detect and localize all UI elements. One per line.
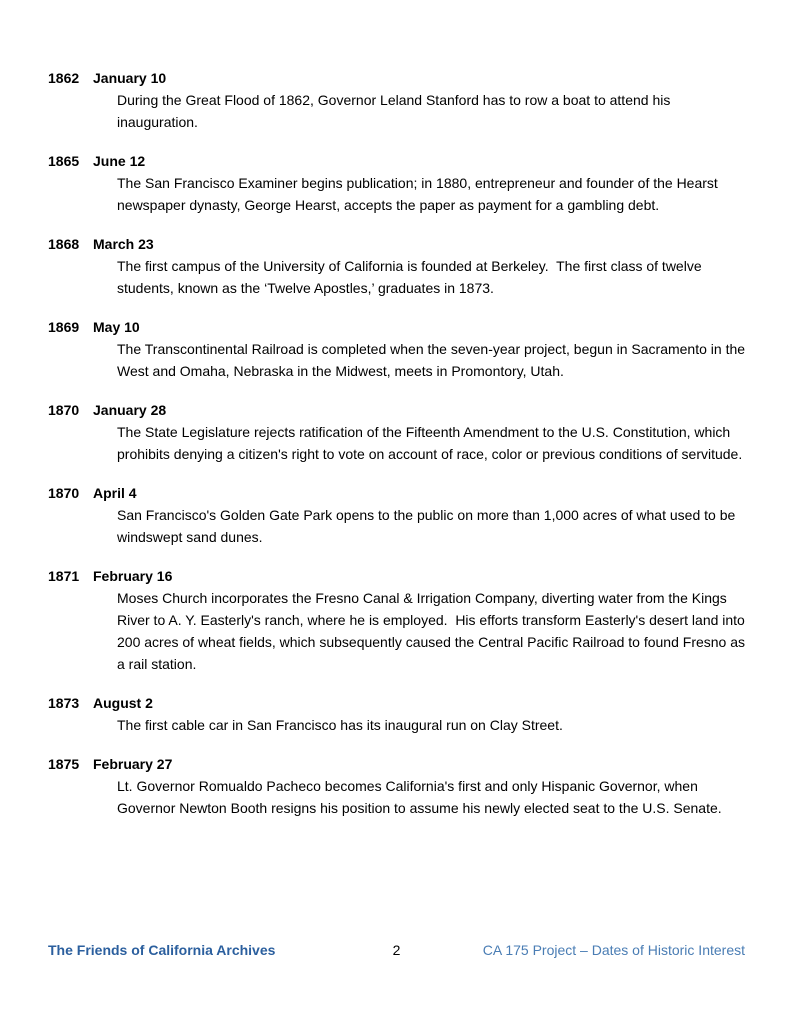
entry-text: The Transcontinental Railroad is completed when the seven-year project, begun in Sacramento in the West and Omaha, Nebraska in the Midwest, meets in Promontory, Utah. — [117, 341, 749, 379]
entry-text: Moses Church incorporates the Fresno Canal & Irrigation Company, diverting water from the Kings River to A. Y. Easterly's ranch, where he is employed. His efforts transform Easterly's desert land into 200 acres of wheat fields, which subsequently caused the Central Pacific Railroad to found Fresno as a rail station. — [117, 590, 749, 672]
entry-heading — [48, 399, 748, 421]
entry-date: January 28 — [93, 402, 167, 418]
entry-year: 1865 — [48, 153, 80, 169]
timeline-entries — [48, 67, 748, 836]
page-footer — [48, 941, 745, 959]
entry-heading — [48, 233, 748, 255]
timeline-entry — [48, 753, 748, 819]
footer-project-title: CA 175 Project – Dates of Historic Interest — [482, 942, 745, 958]
entry-year: 1875 — [48, 756, 80, 772]
entry-heading — [48, 753, 748, 775]
timeline-entry — [48, 233, 748, 299]
entry-year: 1869 — [48, 319, 80, 335]
timeline-entry — [48, 565, 748, 675]
timeline-entry — [48, 482, 748, 548]
timeline-entry — [48, 399, 748, 465]
entry-text: The San Francisco Examiner begins publication; in 1880, entrepreneur and founder of the Hearst newspaper dynasty, George Hearst, accepts the paper as payment for a gambling debt. — [117, 175, 722, 213]
entry-date: April 4 — [93, 485, 137, 501]
entry-year: 1868 — [48, 236, 80, 252]
entry-date: January 10 — [93, 70, 167, 86]
entry-heading — [48, 316, 748, 338]
entry-date: February 27 — [93, 756, 173, 772]
entry-date: March 23 — [93, 236, 154, 252]
entry-text: San Francisco's Golden Gate Park opens to the public on more than 1,000 acres of what used to be windswept sand dunes. — [117, 507, 740, 545]
footer-organization: The Friends of California Archives — [48, 942, 276, 958]
entry-year: 1870 — [48, 485, 80, 501]
entry-heading — [48, 482, 748, 504]
timeline-entry — [48, 316, 748, 382]
entry-text: The first campus of the University of California is founded at Berkeley. The first class of twelve students, known as the ‘Twelve Apostles,’ graduates in 1873. — [117, 258, 706, 296]
entry-date: May 10 — [93, 319, 140, 335]
entry-date: August 2 — [93, 695, 153, 711]
entry-heading — [48, 565, 748, 587]
entry-year: 1871 — [48, 568, 80, 584]
entry-heading — [48, 150, 748, 172]
entry-text: The State Legislature rejects ratification of the Fifteenth Amendment to the U.S. Constitution, which prohibits denying a citizen's right to vote on account of race, color or previous conditions of servitude. — [117, 424, 743, 462]
timeline-entry — [48, 692, 748, 736]
entry-year: 1870 — [48, 402, 80, 418]
entry-text: Lt. Governor Romualdo Pacheco becomes California's first and only Hispanic Governor, when Governor Newton Booth resigns his position to assume his newly elected seat to the U.S. Senate. — [117, 778, 722, 816]
page-number: 2 — [392, 942, 401, 958]
entry-heading — [48, 67, 748, 89]
entry-date: February 16 — [93, 568, 173, 584]
entry-text: The first cable car in San Francisco has its inaugural run on Clay Street. — [117, 717, 563, 733]
timeline-entry — [48, 67, 748, 133]
timeline-entry — [48, 150, 748, 216]
entry-date: June 12 — [93, 153, 146, 169]
entry-heading — [48, 692, 748, 714]
entry-text: During the Great Flood of 1862, Governor Leland Stanford has to row a boat to attend his inauguration. — [117, 92, 675, 130]
entry-year: 1862 — [48, 70, 80, 86]
entry-year: 1873 — [48, 695, 80, 711]
